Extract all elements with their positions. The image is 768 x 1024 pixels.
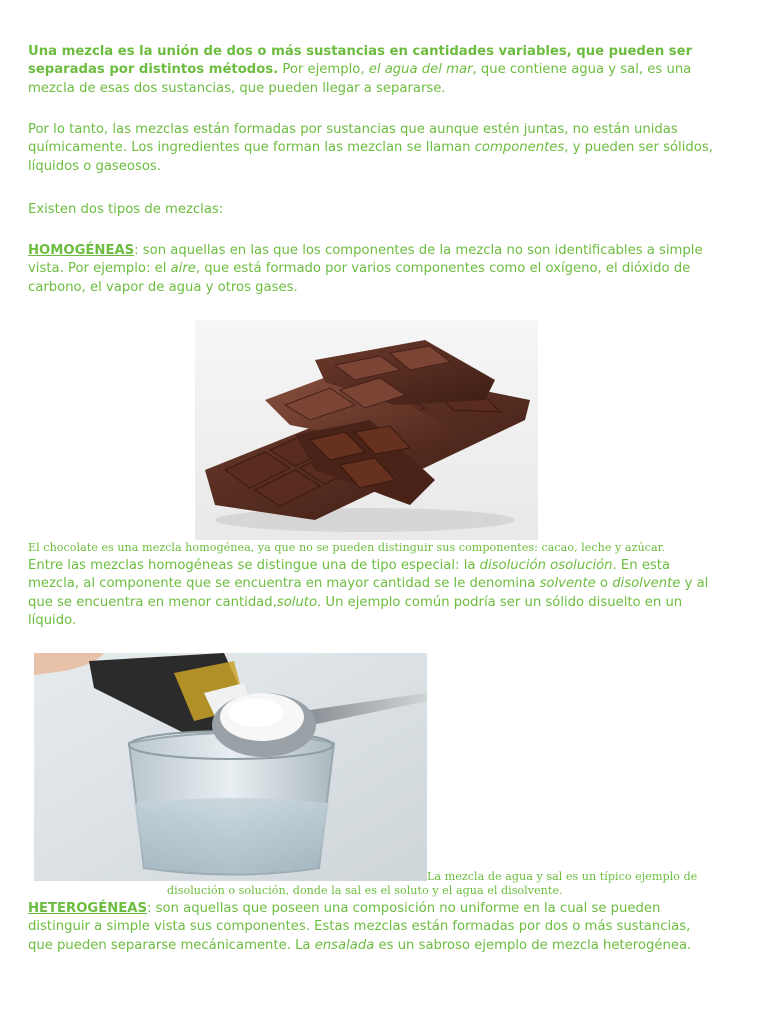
intro-paragraph [28, 43, 718, 98]
components-paragraph [28, 121, 718, 176]
emphasis-run: componentes [474, 140, 565, 156]
emphasis-run: disolución osolución [479, 558, 613, 573]
types-intro-paragraph: Existen dos tipos de mezclas: [28, 202, 224, 217]
text-run: Por ejemplo, [278, 62, 369, 78]
text-run: . En esta mezcla, al componente que se encuentra en mayor cantidad se le denomina [28, 558, 671, 592]
text-run: , que está formado por varios componentes como el oxígeno, el dióxido de carbono, el vapor de agua y otros gases. [28, 261, 691, 295]
definition-bold: Una mezcla es la unión de dos o más sustancias en cantidades variables, que pueden ser separadas por distintos métodos. [28, 44, 693, 78]
text-run: Por lo tanto, las mezclas están formadas por sustancias que aunque estén juntas, no están unidas químicamente. Los ingredientes que forman las mezclan se llaman [28, 122, 678, 156]
solution-paragraph [28, 557, 718, 631]
text-run: Entre las mezclas homogéneas se distingue una de tipo especial: la [28, 558, 480, 573]
text-run: es un sabroso ejemplo de mezcla heterogénea. [374, 937, 692, 953]
text-run: o [595, 576, 613, 592]
homogeneous-paragraph [28, 242, 718, 297]
chocolate-photo [195, 320, 538, 540]
heterogeneous-heading: HETEROGÉNEAS [28, 901, 147, 916]
chocolate-caption: El chocolate es una mezcla homogénea, ya que no se pueden distinguir sus componentes: cacao, leche y azúcar. [28, 541, 666, 554]
text-run: . Un ejemplo común podría ser un sólido disuelto en un líquido. [28, 594, 683, 629]
text-run: y al que se encuentra en menor cantidad, [28, 576, 709, 610]
homogeneous-heading: HOMOGÉNEAS [28, 243, 135, 258]
text-run: , que contiene agua y sal, es una mezcla de esas dos sustancias, que pueden llegar a separarse. [28, 62, 692, 96]
salt-caption-line2: disolución o solución, donde la sal es el soluto y el agua el disolvente. [167, 884, 563, 897]
emphasis-run: disolvente [612, 576, 681, 592]
emphasis-run: solvente [539, 576, 596, 592]
emphasis-run: el agua del mar [368, 62, 473, 78]
salt-caption-line1: La mezcla de agua y sal es un típico ejemplo de [427, 870, 698, 883]
emphasis-run: soluto [276, 594, 318, 610]
emphasis-run: aire [170, 261, 196, 277]
text-run: , y pueden ser sólidos, líquidos o gaseosos. [28, 140, 713, 174]
text-run: : son aquellas que poseen una composición no uniforme en la cual se pueden distinguir a simple vista sus componentes. Estas mezclas están formadas por dos o más sustancias, que pueden separarse mecánicamente. La [28, 901, 691, 953]
heterogeneous-paragraph [28, 900, 718, 955]
text-run: : son aquellas en las que los componentes de la mezcla no son identificables a simple vista. Por ejemplo: el [28, 243, 703, 277]
salt-water-photo [34, 653, 427, 881]
emphasis-run: ensalada [314, 937, 375, 953]
